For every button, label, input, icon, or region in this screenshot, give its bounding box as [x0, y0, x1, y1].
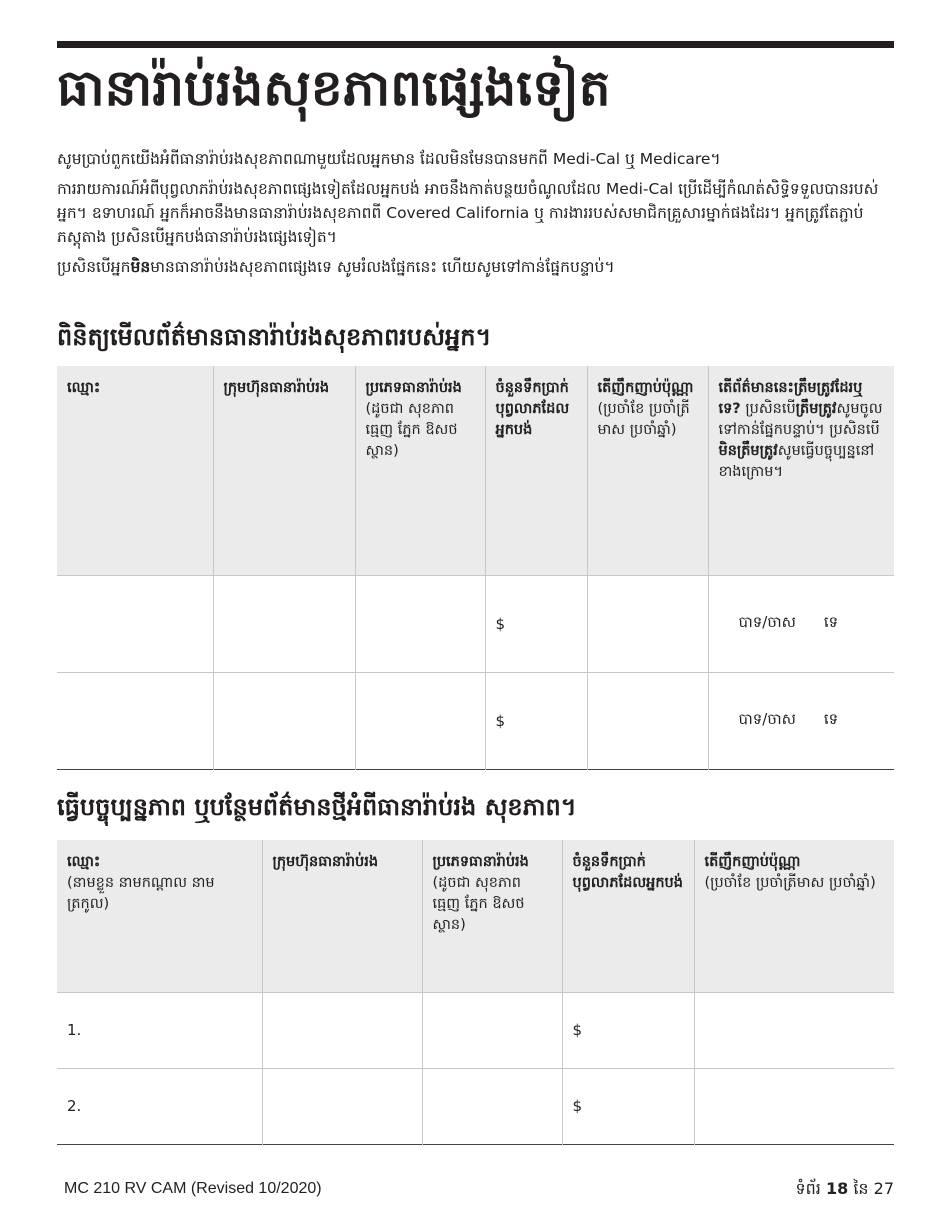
- premium-field[interactable]: $: [562, 1068, 694, 1144]
- premium-field[interactable]: $: [485, 672, 587, 769]
- correct-options: [708, 575, 894, 672]
- intro-paragraph-1: សូមប្រាប់ពួកយើងអំពីធានារ៉ាប់រងសុខភាពណាមួយដែលអ្នកមាន ដែលមិនមែនបានមកពី Medi-Cal ឬ Medicare។: [57, 150, 721, 168]
- section1-heading: ពិនិត្យមើលព័ត៌មានធានារ៉ាប់រងសុខភាពរបស់អ្នក។: [57, 323, 492, 351]
- name-field[interactable]: [57, 575, 213, 672]
- yes-option[interactable]: បាទ/ចាស: [738, 709, 796, 728]
- no-option[interactable]: ទេ: [823, 709, 839, 728]
- table-row: [57, 575, 894, 672]
- col-header-type: ប្រភេទធានារ៉ាប់រង (ដូចជា សុខភាព ធ្មេញ ភ្នែក ឱសថស្ថាន): [355, 366, 485, 575]
- company-field[interactable]: [262, 992, 422, 1068]
- col-header-frequency: តើញឹកញាប់ប៉ុណ្ណា (ប្រចាំខែ ប្រចាំត្រីមាស ប្រចាំឆ្នាំ): [587, 366, 708, 575]
- table-row: [57, 1068, 894, 1144]
- page-number: ទំព័រ 18 នៃ 27: [795, 1179, 894, 1198]
- type-field[interactable]: [355, 672, 485, 769]
- col-header-premium: ចំនួនទឹកប្រាក់បុព្វលាភដែលអ្នកបង់: [562, 840, 694, 992]
- section2-heading: ធ្វើបច្ចុប្បន្នភាព ឬបន្ថែមព័ត៌មានថ្មីអំពីធានារ៉ាប់រង សុខភាព។: [57, 793, 577, 821]
- col-header-company: ក្រុមហ៊ុនធានារ៉ាប់រង: [262, 840, 422, 992]
- premium-field[interactable]: $: [485, 575, 587, 672]
- company-field[interactable]: [213, 672, 355, 769]
- company-field[interactable]: [262, 1068, 422, 1144]
- name-field[interactable]: 2.: [57, 1068, 262, 1144]
- yes-option[interactable]: បាទ/ចាស: [738, 612, 796, 631]
- frequency-field[interactable]: [694, 992, 894, 1068]
- frequency-field[interactable]: [587, 575, 708, 672]
- type-field[interactable]: [355, 575, 485, 672]
- premium-field[interactable]: $: [562, 992, 694, 1068]
- col-header-frequency: តើញឹកញាប់ប៉ុណ្ណា (ប្រចាំខែ ប្រចាំត្រីមាស ប្រចាំឆ្នាំ): [694, 840, 894, 992]
- type-field[interactable]: [422, 1068, 562, 1144]
- col-header-name: ឈ្មោះ (នាមខ្លួន នាមកណ្តាល នាមត្រកូល): [57, 840, 262, 992]
- review-insurance-table: [57, 366, 894, 770]
- no-option[interactable]: ទេ: [823, 612, 839, 631]
- name-field[interactable]: 1.: [57, 992, 262, 1068]
- correct-options: [708, 672, 894, 769]
- intro-paragraph-2: ការរាយការណ៍អំពីបុព្វលាភរ៉ាប់រងសុខភាពផ្សេងទៀតដែលអ្នកបង់ អាចនឹងកាត់បន្ថយចំណូលដែល Medi-Cal ប្រើដើម្បីកំណត់សិទ្ធិទទួលបានរបស់អ្នក។ ឧទាហរណ៍ អ្នកក៏អាចនឹងមានធានារ៉ាប់រងសុខភាពពី Covered California ឬ ការងាររបស់សមាជិកគ្រួសារម្នាក់ផងដែរ។ អ្នកត្រូវតែភ្ជាប់ភស្តុតាង ប្រសិនបើអ្នកបង់ធានារ៉ាប់រងផ្សេងទៀត។: [57, 180, 879, 247]
- type-field[interactable]: [422, 992, 562, 1068]
- form-id: MC 210 RV CAM (Revised 10/2020): [64, 1180, 322, 1197]
- col-header-name: ឈ្មោះ: [57, 366, 213, 575]
- col-header-type: ប្រភេទធានារ៉ាប់រង (ដូចជា សុខភាព ធ្មេញ ភ្នែក ឱសថស្ថាន): [422, 840, 562, 992]
- company-field[interactable]: [213, 575, 355, 672]
- frequency-field[interactable]: [694, 1068, 894, 1144]
- col-header-correct: តើព័ត៌មាននេះត្រឹមត្រូវដែរឬទេ? ប្រសិនបើត្រឹមត្រូវសូមចូលទៅកាន់ផ្នែកបន្ទាប់។ ប្រសិនបើមិនត្រឹមត្រូវសូមធ្វើបច្ចុប្បន្ននៅខាងក្រោម។: [708, 366, 894, 575]
- name-field[interactable]: [57, 672, 213, 769]
- col-header-company: ក្រុមហ៊ុនធានារ៉ាប់រង: [213, 366, 355, 575]
- frequency-field[interactable]: [587, 672, 708, 769]
- page-title: ធានារ៉ាប់រងសុខភាពផ្សេងទៀត: [57, 59, 611, 117]
- table-row: [57, 672, 894, 769]
- table-row: [57, 992, 894, 1068]
- update-insurance-table: [57, 840, 894, 1145]
- intro-text: [57, 147, 894, 285]
- col-header-premium: ចំនួនទឹកប្រាក់បុព្វលាភដែលអ្នកបង់: [485, 366, 587, 575]
- top-rule: [57, 41, 894, 48]
- intro-paragraph-3: ប្រសិនបើអ្នកមិនមានធានារ៉ាប់រងសុខភាពផ្សេងទេ សូមរំលងផ្នែកនេះ ហើយសូមទៅកាន់ផ្នែកបន្ទាប់។: [57, 258, 615, 277]
